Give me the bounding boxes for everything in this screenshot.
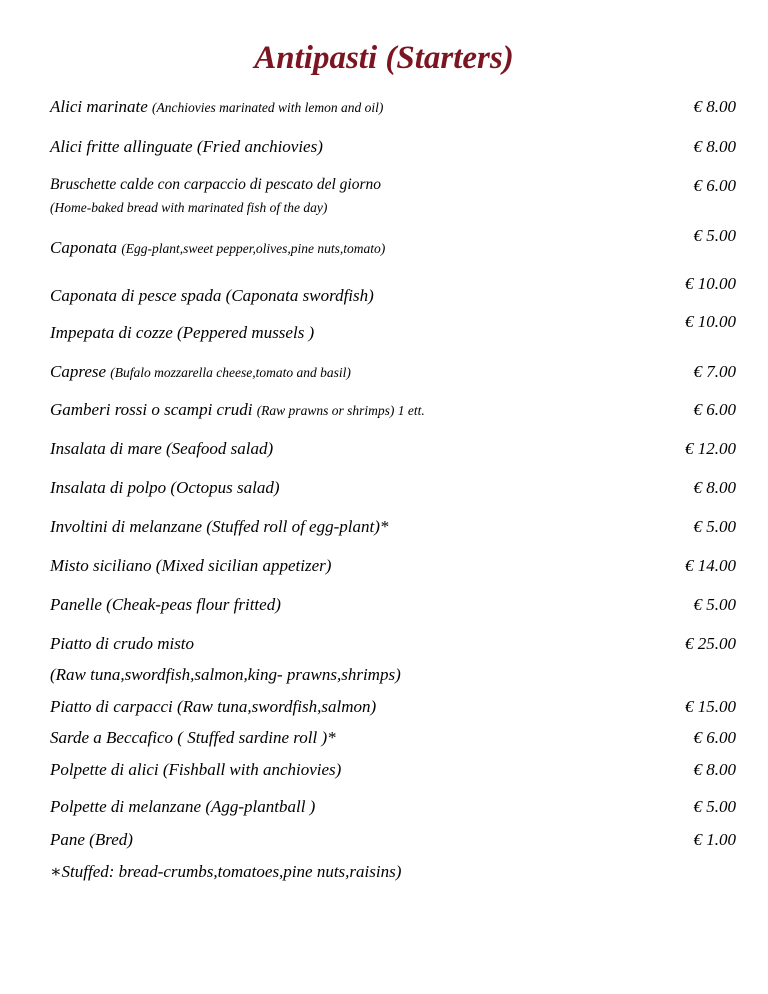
item-name: Gamberi rossi o scampi crudi	[50, 400, 257, 419]
item-description: (Raw tuna,swordfish,salmon,king- prawns,shrimps)	[50, 665, 401, 684]
item-price: € 6.00	[693, 176, 736, 195]
item-price: € 14.00	[685, 556, 736, 575]
item-name: Insalata di mare (Seafood salad)	[50, 439, 274, 458]
menu-item-name	[50, 97, 383, 117]
item-description: (Egg-plant,sweet pepper,olives,pine nuts,tomato)	[121, 241, 386, 256]
item-price: € 6.00	[693, 728, 736, 747]
item-name: Bruschette calde con carpaccio di pescato del giorno	[50, 176, 382, 193]
item-price: € 5.00	[693, 517, 736, 536]
item-name: Caponata	[50, 238, 122, 257]
item-name: Caponata di pesce spada (Caponata swordfish)	[50, 286, 374, 305]
item-name: Insalata di polpo (Octopus salad)	[50, 478, 280, 497]
item-price: € 1.00	[693, 830, 736, 849]
item-price: € 8.00	[693, 137, 736, 156]
menu-title: Antipasti (Starters)	[254, 40, 514, 76]
item-description: (Anchiovies marinated with lemon and oil)	[151, 100, 384, 115]
item-name: Caprese	[50, 362, 111, 381]
item-name: Polpette di alici (Fishball with anchiovies)	[50, 760, 342, 779]
item-price: € 10.00	[685, 312, 736, 331]
item-name: Polpette di melanzane (Agg-plantball )	[50, 797, 316, 816]
item-name: Piatto di crudo misto	[50, 634, 195, 653]
item-description: (Bufalo mozzarella cheese,tomato and basil)	[110, 365, 351, 380]
item-name: Involtini di melanzane (Stuffed roll of egg-plant)*	[50, 517, 389, 536]
item-price: € 5.00	[693, 226, 736, 245]
item-name: Sarde a Beccafico ( Stuffed sardine roll )*	[50, 728, 336, 747]
item-name: Misto siciliano (Mixed sicilian appetizer)	[50, 556, 332, 575]
item-price: € 5.00	[693, 797, 736, 816]
item-name: Pane (Bred)	[50, 830, 133, 849]
item-price: € 5.00	[693, 595, 736, 614]
item-name: Alici fritte allinguate (Fried anchiovies)	[50, 137, 323, 156]
item-description: (Raw prawns or shrimps) 1 ett.	[256, 403, 425, 418]
item-price: € 8.00	[693, 760, 736, 779]
item-name: Panelle (Cheak-peas flour fritted)	[50, 595, 281, 614]
menu-item-name	[50, 362, 351, 382]
footnote: ∗Stuffed: bread-crumbs,tomatoes,pine nuts,raisins)	[50, 862, 402, 881]
item-price: € 12.00	[685, 439, 736, 458]
item-name: Alici marinate	[50, 97, 152, 116]
item-price: € 25.00	[685, 634, 736, 653]
item-price: € 6.00	[693, 400, 736, 419]
item-price: € 8.00	[693, 478, 736, 497]
item-price: € 8.00	[693, 97, 736, 116]
item-description: (Home-baked bread with marinated fish of the day)	[50, 200, 328, 215]
item-price: € 15.00	[685, 697, 736, 716]
item-price: € 10.00	[685, 274, 736, 293]
item-name: Piatto di carpacci (Raw tuna,swordfish,salmon)	[50, 697, 377, 716]
menu-item-name	[50, 400, 425, 420]
item-name: Impepata di cozze (Peppered mussels )	[50, 323, 315, 342]
menu-item-name	[50, 238, 385, 258]
item-price: € 7.00	[693, 362, 736, 381]
